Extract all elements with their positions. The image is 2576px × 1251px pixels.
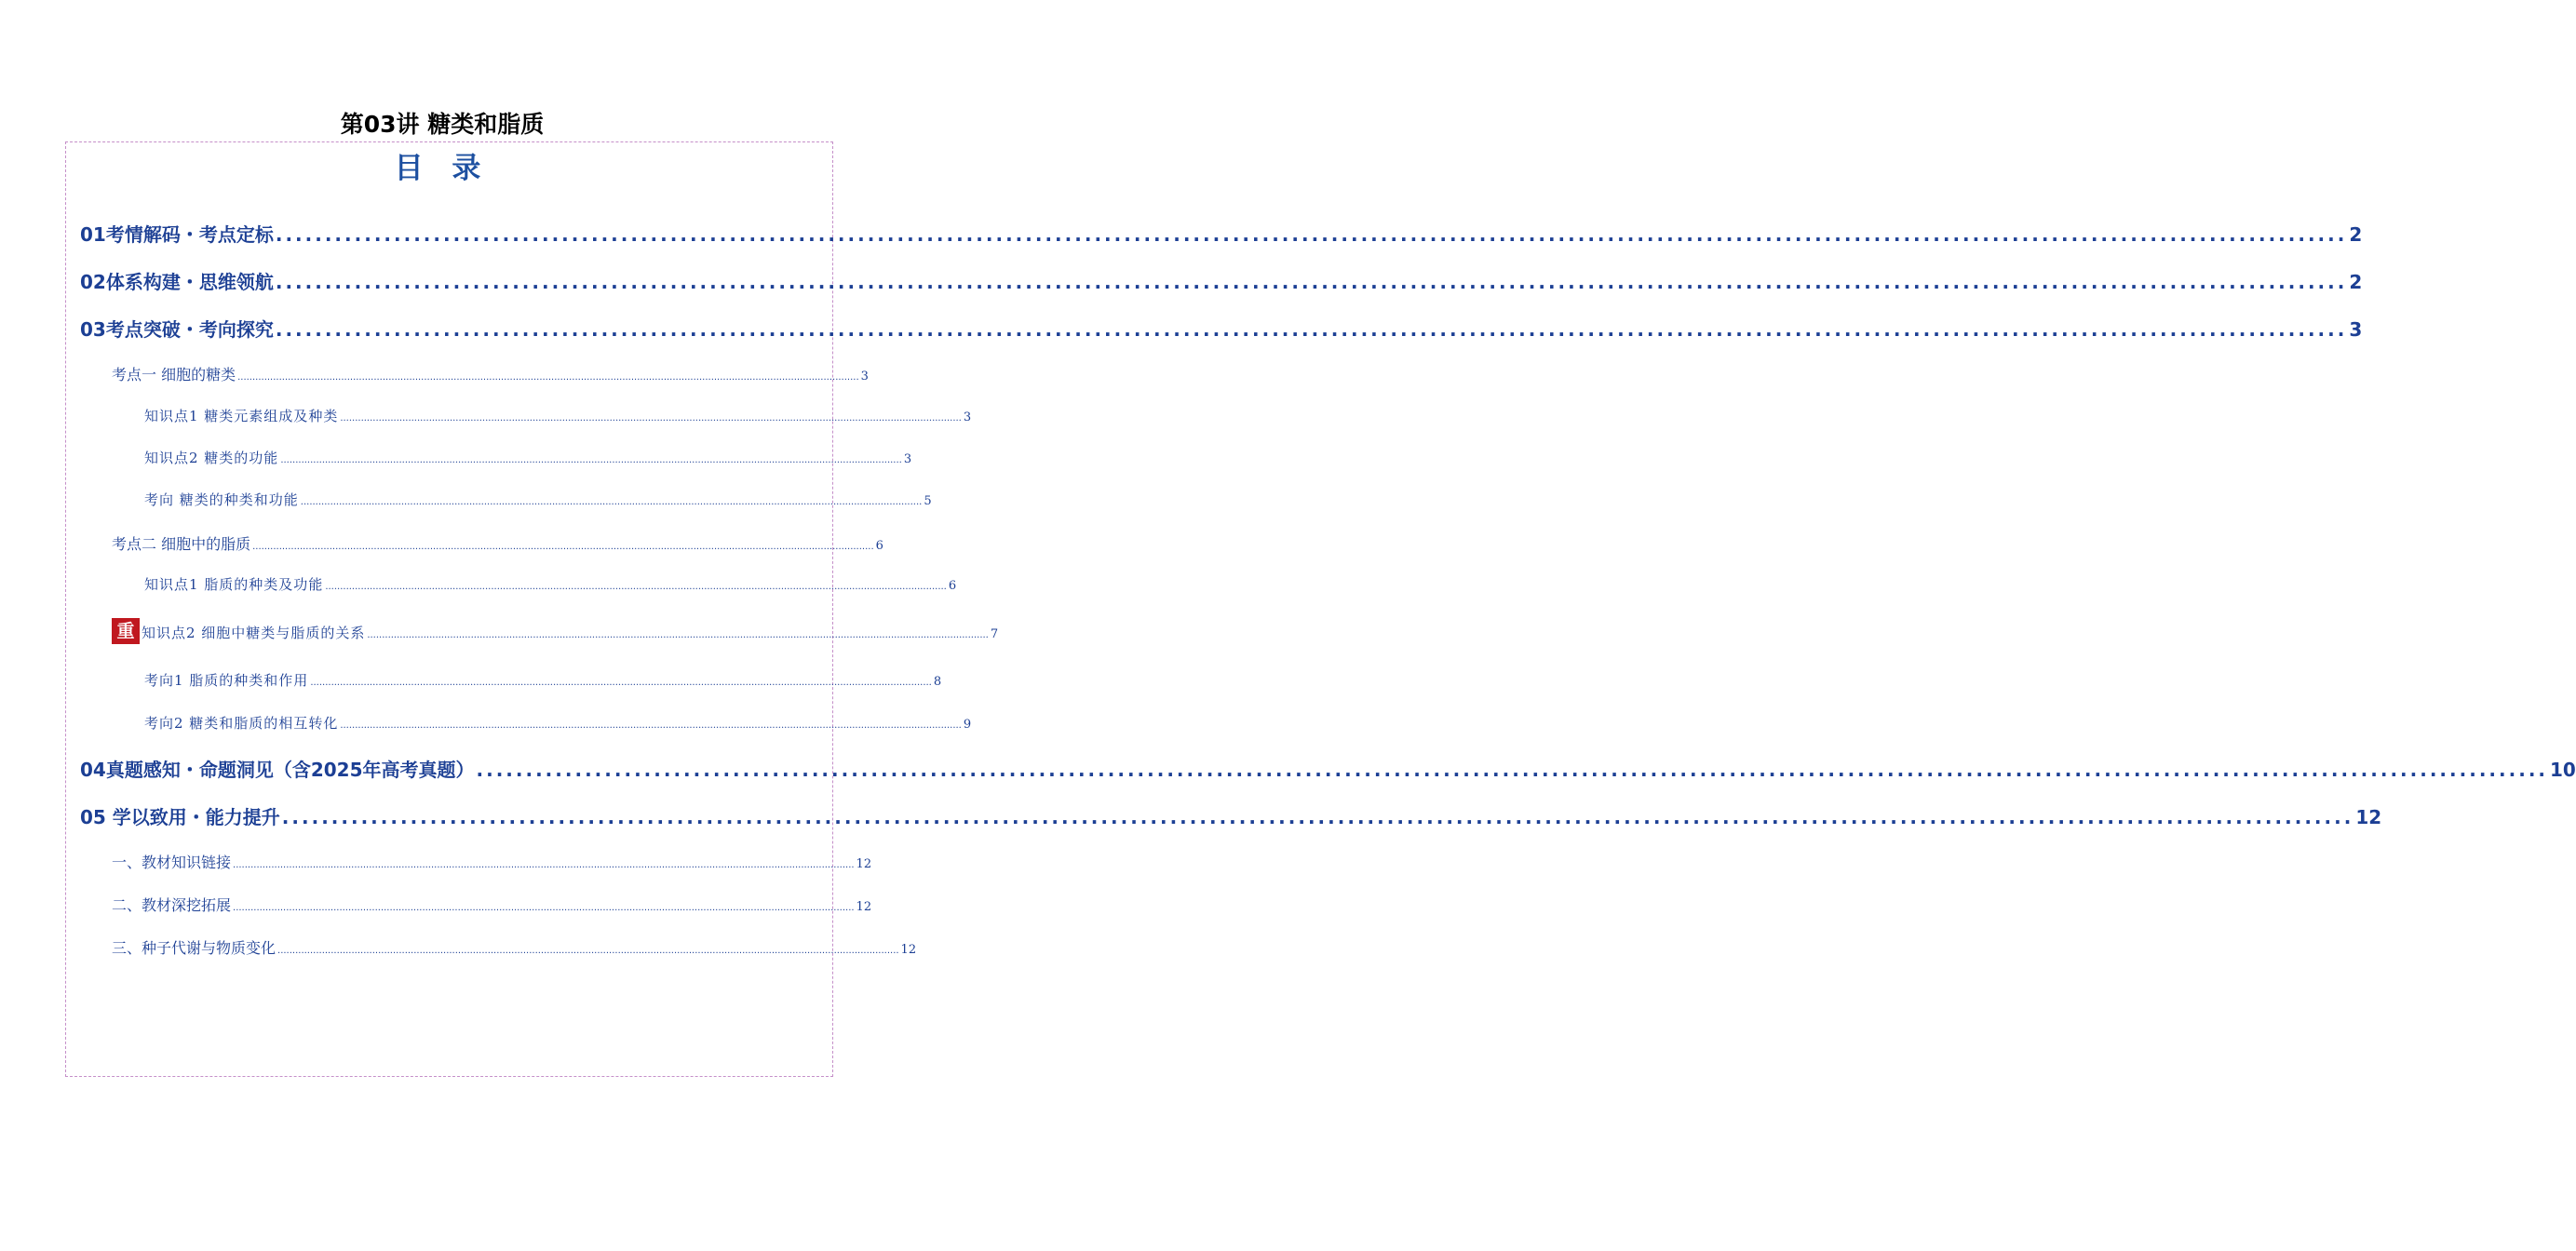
toc-entry-kaoxiang-2-2[interactable] <box>144 713 973 733</box>
toc-entry-02[interactable] <box>80 267 2363 294</box>
toc-leader: .................................................................................................................................................................................................................. <box>325 582 947 592</box>
toc-entry-05-1[interactable] <box>112 851 872 872</box>
toc-leader: .................................................................................................................................................................................................................. <box>275 318 2348 341</box>
toc-entry-page: 7 <box>990 627 1000 641</box>
toc-leader: .................................................................................................................................................................................................................. <box>233 903 855 913</box>
toc-entry-05-2[interactable] <box>112 894 872 915</box>
toc-leader: .................................................................................................................................................................................................................. <box>340 413 962 424</box>
toc-entry-label: 04真题感知・命题洞见（含2025年高考真题） <box>80 759 475 781</box>
toc-entry-kaodian-1[interactable] <box>112 363 869 384</box>
toc-leader: .................................................................................................................................................................................................................. <box>476 759 2549 781</box>
toc-entry-05-3[interactable] <box>112 936 917 958</box>
toc-leader: .................................................................................................................................................................................................................. <box>275 271 2348 293</box>
toc-leader: .................................................................................................................................................................................................................. <box>281 806 2354 828</box>
toc-entry-label: 知识点1 糖类元素组成及种类 <box>144 408 339 424</box>
toc-entry-page: 2 <box>2349 271 2363 293</box>
toc-entry-05[interactable] <box>80 802 2382 829</box>
toc-entry-01[interactable] <box>80 220 2363 247</box>
toc-entry-04[interactable] <box>80 755 2576 782</box>
toc-leader: .................................................................................................................................................................................................................. <box>277 946 899 956</box>
toc-leader: .................................................................................................................................................................................................................. <box>280 455 902 465</box>
toc-entry-zhishidian-2-2[interactable] <box>142 623 1000 642</box>
toc-entry-page: 8 <box>933 675 943 689</box>
toc-entry-page: 6 <box>875 539 883 553</box>
key-point-badge: 重 <box>112 618 140 644</box>
toc-entry-label: 三、种子代谢与物质变化 <box>112 939 276 957</box>
toc-entry-label: 知识点2 糖类的功能 <box>144 450 279 466</box>
toc-entry-page: 2 <box>2349 223 2363 246</box>
toc-heading: 目 录 <box>394 152 491 185</box>
toc-entry-label: 考点二 细胞中的脂质 <box>112 535 251 553</box>
document-title: 第03讲 糖类和脂质 <box>340 111 545 138</box>
toc-leader: .................................................................................................................................................................................................................. <box>310 678 932 688</box>
toc-entry-page: 6 <box>948 579 958 593</box>
toc-entry-page: 12 <box>900 943 917 957</box>
toc-entry-page: 3 <box>2349 318 2363 341</box>
toc-leader: .................................................................................................................................................................................................................. <box>275 223 2348 246</box>
toc-leader: .................................................................................................................................................................................................................. <box>237 372 859 383</box>
toc-entry-zhishidian-2-1[interactable] <box>144 574 958 594</box>
toc-entry-page: 3 <box>860 370 869 383</box>
toc-entry-03[interactable] <box>80 315 2363 342</box>
toc-leader: .................................................................................................................................................................................................................. <box>367 630 989 640</box>
toc-entry-kaoxiang-1[interactable] <box>144 490 933 509</box>
toc-entry-zhishidian-1-1[interactable] <box>144 406 973 425</box>
toc-entry-zhishidian-1-2[interactable] <box>144 448 913 467</box>
toc-entry-page: 12 <box>2355 806 2382 828</box>
toc-entry-label: 考向1 脂质的种类和作用 <box>144 672 309 689</box>
toc-entry-page: 3 <box>963 410 973 424</box>
toc-entry-page: 10 <box>2550 759 2576 781</box>
toc-leader: .................................................................................................................................................................................................................. <box>300 497 923 507</box>
toc-entry-page: 9 <box>963 718 973 732</box>
toc-entry-label: 知识点2 细胞中糖类与脂质的关系 <box>142 625 366 641</box>
toc-entry-label: 一、教材知识链接 <box>112 854 232 871</box>
toc-entry-label: 03考点突破・考向探究 <box>80 318 274 341</box>
toc-entry-label: 01考情解码・考点定标 <box>80 223 274 246</box>
toc-entry-label: 考向 糖类的种类和功能 <box>144 491 299 508</box>
toc-entry-kaodian-2[interactable] <box>112 532 883 554</box>
toc-entry-label: 考向2 糖类和脂质的相互转化 <box>144 715 339 732</box>
toc-entry-label: 考点一 细胞的糖类 <box>112 366 236 383</box>
toc-entry-page: 5 <box>924 494 933 508</box>
toc-entry-label: 二、教材深挖拓展 <box>112 896 232 914</box>
toc-leader: .................................................................................................................................................................................................................. <box>252 542 874 552</box>
toc-entry-label: 知识点1 脂质的种类及功能 <box>144 576 324 593</box>
toc-entry-label: 05 学以致用・能力提升 <box>80 806 280 828</box>
toc-leader: .................................................................................................................................................................................................................. <box>340 720 962 731</box>
toc-leader: .................................................................................................................................................................................................................. <box>233 860 855 870</box>
toc-entry-page: 12 <box>856 857 872 871</box>
toc-entry-page: 12 <box>856 900 872 914</box>
toc-entry-label: 02体系构建・思维领航 <box>80 271 274 293</box>
toc-entry-page: 3 <box>903 452 913 466</box>
toc-entry-kaoxiang-2-1[interactable] <box>144 670 943 690</box>
